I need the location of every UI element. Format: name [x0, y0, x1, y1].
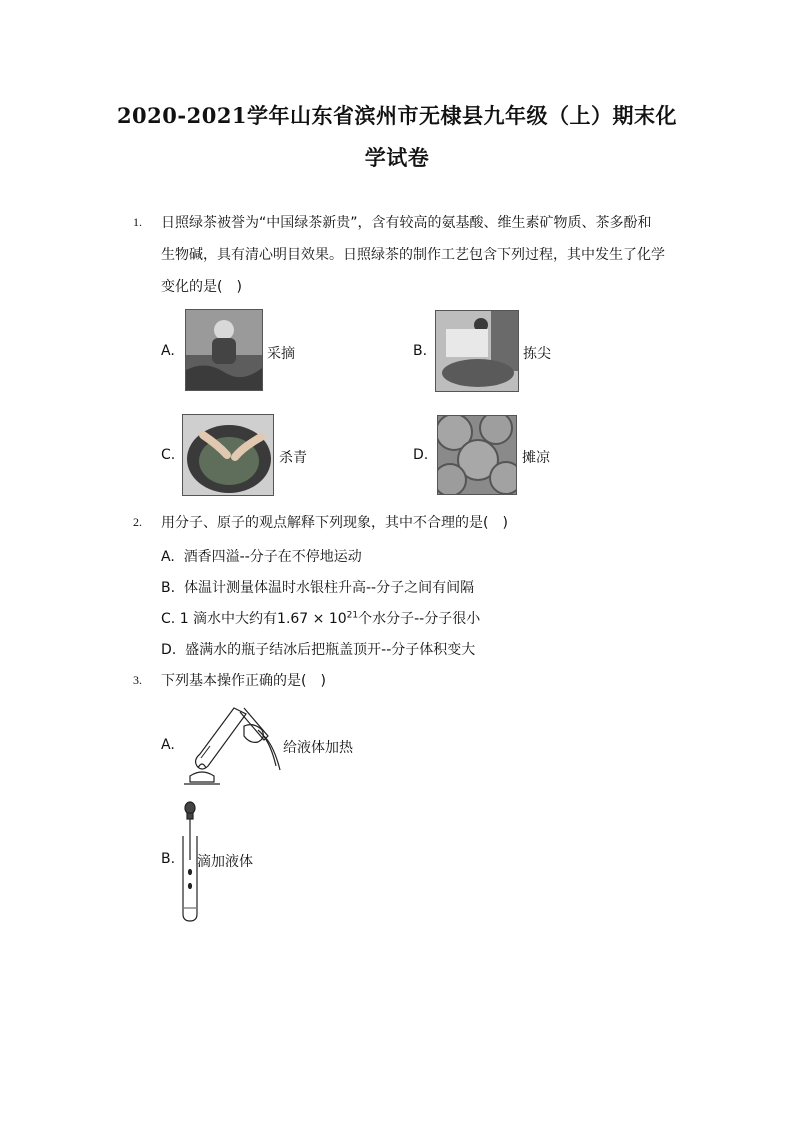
option-text: 拣尖 — [523, 346, 551, 362]
option-letter: A. — [161, 549, 175, 565]
tea-fixing-image — [182, 414, 274, 496]
tea-sorting-image — [435, 310, 519, 392]
question-number: 1. — [133, 215, 142, 229]
option-superscript: 21 — [346, 610, 359, 621]
option-text: 摊凉 — [522, 450, 550, 466]
question-text-line: 变化的是( ) — [161, 279, 242, 295]
option-letter[interactable]: B. — [413, 343, 428, 359]
option-text: 给液体加热 — [283, 740, 353, 756]
option-letter[interactable]: A. — [161, 343, 175, 359]
option-2b[interactable] — [161, 577, 474, 597]
option-text-pre: 1 滴水中大约有1.67 × 10 — [179, 611, 347, 627]
question-text-line: 下列基本操作正确的是( ) — [161, 673, 326, 689]
question-text-line: 日照绿茶被誉为“中国绿茶新贵”，含有较高的氨基酸、维生素矿物质、茶多酚和 — [161, 215, 652, 231]
heating-liquid-diagram — [180, 700, 284, 788]
option-text: 酒香四溢--分子在不停地运动 — [183, 549, 362, 565]
tea-picking-image — [185, 309, 263, 391]
option-letter: C. — [161, 611, 176, 627]
question-number: 3. — [133, 673, 142, 687]
question-text-line: 用分子、原子的观点解释下列现象，其中不合理的是( ) — [161, 515, 508, 531]
option-text: 杀青 — [279, 450, 307, 466]
question-text-line: 生物碱，具有清心明目效果。日照绿茶的制作工艺包含下列过程，其中发生了化学 — [161, 247, 665, 263]
question-number: 2. — [133, 515, 142, 529]
option-2a[interactable] — [161, 546, 362, 566]
option-letter: D. — [161, 642, 177, 658]
option-letter[interactable]: B. — [161, 851, 176, 867]
tea-cooling-image — [437, 415, 517, 495]
option-letter[interactable]: D. — [413, 447, 429, 463]
option-2d[interactable] — [161, 639, 475, 659]
option-letter[interactable]: A. — [161, 737, 175, 753]
option-text: 盛满水的瓶子结冰后把瓶盖顶开--分子体积变大 — [185, 642, 476, 658]
option-text-post: 个水分子--分子很小 — [358, 611, 481, 627]
option-text: 采摘 — [267, 346, 295, 362]
option-letter: B. — [161, 580, 176, 596]
page-title-line2: 学试卷 — [364, 145, 430, 170]
option-2c[interactable] — [161, 608, 480, 628]
option-text: 滴加液体 — [197, 854, 253, 870]
page-title-line1: 2020-2021学年山东省滨州市无棣县九年级（上）期末化 — [116, 103, 678, 128]
option-letter[interactable]: C. — [161, 447, 176, 463]
option-text: 体温计测量体温时水银柱升高--分子之间有间隔 — [183, 580, 475, 596]
